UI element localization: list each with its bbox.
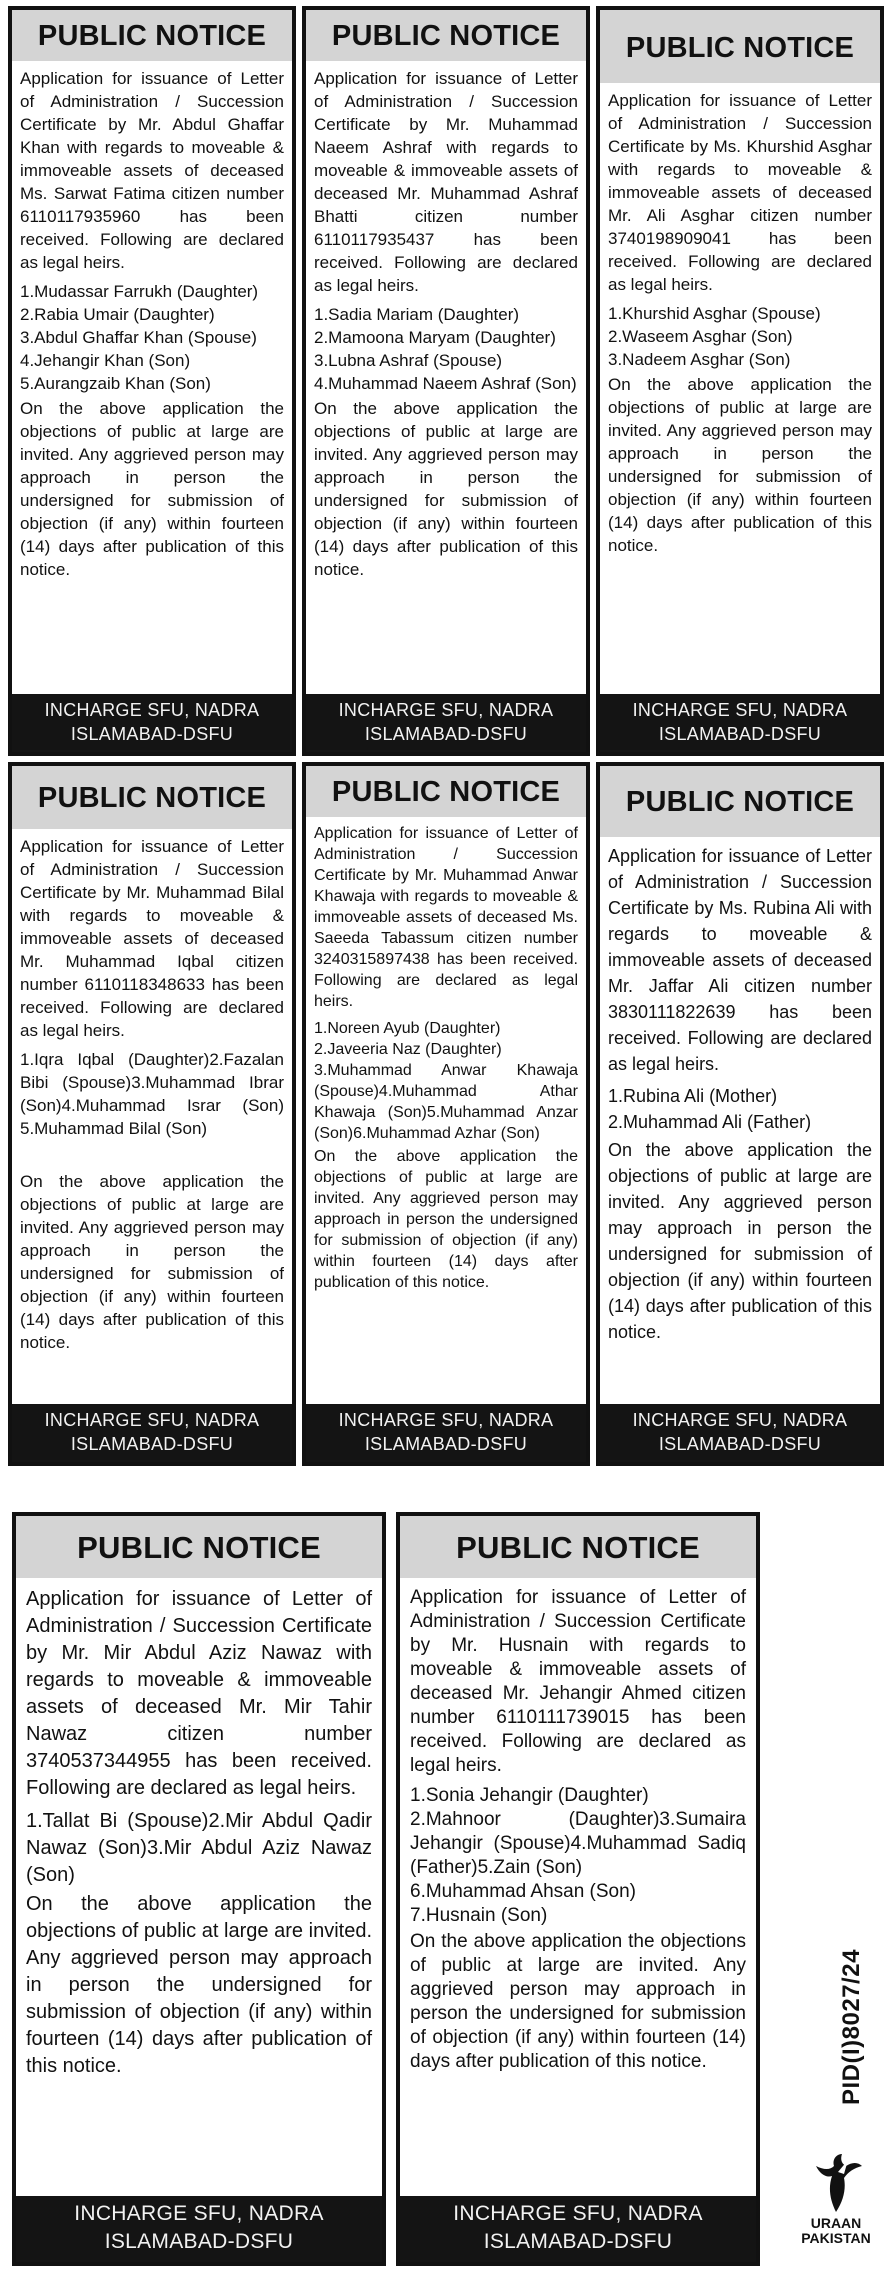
notice-footer bbox=[12, 1404, 292, 1462]
heir-item: 1.Sonia Jehangir (Daughter) bbox=[410, 1785, 649, 1806]
heirs-list bbox=[608, 1083, 872, 1135]
footer-line: INCHARGE SFU, NADRA bbox=[632, 1410, 848, 1430]
uraan-bird-icon bbox=[808, 2152, 864, 2216]
notice-closing: On the above application the objections of public at large are invited. Any aggrieved person may approach in person the undersigned for submission of objection (if any) within fourteen (14) days after publication of this notice. bbox=[410, 1931, 746, 2072]
notice-footer bbox=[12, 694, 292, 752]
heirs-list bbox=[314, 1018, 578, 1144]
heir-item: 1.Iqra Iqbal (Daughter)2.Fazalan Bibi (Spouse)3.Muhammad Ibrar (Son)4.Muhammad Israr (Son) 5.Muhammad Bilal (Son) bbox=[20, 1050, 284, 1138]
heir-item: 1.Noreen Ayub (Daughter) bbox=[314, 1020, 501, 1037]
notice-footer bbox=[600, 694, 880, 752]
notice-body bbox=[12, 829, 292, 1404]
heir-item: 2.Mahnoor (Daughter)3.Sumaira Jehangir (Spouse)4.Muhammad Sadiq (Father)5.Zain (Son) bbox=[410, 1809, 746, 1878]
notice-body bbox=[16, 1578, 382, 2196]
notice-intro: Application for issuance of Letter of Administration / Succession Certificate by Mr. Mir Abdul Aziz Nawaz with regards to moveable & immoveable assets of deceased Mr. Mir Tahir Nawaz citizen number 3740537344955 has been received. Following are declared as legal heirs. bbox=[26, 1588, 372, 1799]
heir-item: 1.Khurshid Asghar (Spouse) bbox=[608, 304, 821, 323]
footer-line: INCHARGE SFU, NADRA bbox=[453, 2202, 703, 2225]
heirs-list bbox=[20, 280, 284, 395]
notice-body bbox=[306, 61, 586, 694]
notice-footer bbox=[400, 2196, 756, 2262]
heir-item: 7.Husnain (Son) bbox=[410, 1905, 548, 1926]
notice-footer bbox=[306, 694, 586, 752]
heir-item: 3.Nadeem Asghar (Son) bbox=[608, 350, 791, 369]
footer-line: ISLAMABAD-DSFU bbox=[70, 1434, 234, 1454]
notice-title: PUBLIC NOTICE bbox=[12, 10, 292, 61]
public-notice-5 bbox=[302, 762, 590, 1466]
heir-item: 3.Abdul Ghaffar Khan (Spouse) bbox=[20, 328, 257, 347]
heir-item: 6.Muhammad Ahsan (Son) bbox=[410, 1881, 637, 1902]
notice-closing: On the above application the objections of public at large are invited. Any aggrieved person may approach in person the undersigned for submission of objection (if any) within fourteen (14) days after publication of this notice. bbox=[26, 1893, 372, 2077]
public-notice-8 bbox=[396, 1512, 760, 2266]
public-notice-6 bbox=[596, 762, 884, 1466]
heirs-list bbox=[314, 303, 578, 395]
public-notice-4 bbox=[8, 762, 296, 1466]
heirs-list bbox=[608, 302, 872, 371]
notice-title: PUBLIC NOTICE bbox=[306, 10, 586, 61]
heir-item: 3.Lubna Ashraf (Spouse) bbox=[314, 351, 503, 370]
heirs-list bbox=[410, 1784, 746, 1928]
notice-title: PUBLIC NOTICE bbox=[600, 10, 880, 83]
notice-title: PUBLIC NOTICE bbox=[400, 1516, 756, 1578]
heir-item: 2.Rabia Umair (Daughter) bbox=[20, 305, 215, 324]
notice-intro: Application for issuance of Letter of Administration / Succession Certificate by Ms. Khurshid Asghar with regards to moveable & immoveable assets of deceased Mr. Ali Asghar citizen number 3740198909041 has been received. Following are declared as legal heirs. bbox=[608, 91, 872, 294]
public-notice-1 bbox=[8, 6, 296, 756]
notice-footer bbox=[306, 1404, 586, 1462]
public-notice-2 bbox=[302, 6, 590, 756]
heirs-list bbox=[26, 1808, 372, 1889]
heir-item: 2.Javeeria Naz (Daughter) bbox=[314, 1041, 502, 1058]
heir-item: 1.Tallat Bi (Spouse)2.Mir Abdul Qadir Nawaz (Son)3.Mir Abdul Aziz Nawaz (Son) bbox=[26, 1810, 372, 1886]
footer-line: INCHARGE SFU, NADRA bbox=[44, 700, 260, 720]
footer-line: INCHARGE SFU, NADRA bbox=[632, 700, 848, 720]
footer-line: ISLAMABAD-DSFU bbox=[364, 724, 528, 744]
footer-line: ISLAMABAD-DSFU bbox=[658, 724, 822, 744]
heir-item: 3.Muhammad Anwar Khawaja (Spouse)4.Muhammad Athar Khawaja (Son)5.Muhammad Anzar (Son)6.Muhammad Azhar (Son) bbox=[314, 1062, 578, 1142]
notice-footer bbox=[600, 1404, 880, 1462]
heir-item: 2.Mamoona Maryam (Daughter) bbox=[314, 328, 556, 347]
notice-closing: On the above application the objections of public at large are invited. Any aggrieved person may approach in person the undersigned for submission of objection (if any) within fourteen (14) days after publication of this notice. bbox=[608, 375, 872, 555]
notice-body bbox=[12, 61, 292, 694]
footer-line: ISLAMABAD-DSFU bbox=[104, 2230, 294, 2253]
heir-item: 2.Waseem Asghar (Son) bbox=[608, 327, 793, 346]
notice-intro: Application for issuance of Letter of Administration / Succession Certificate by Mr. Muhammad Bilal with regards to moveable & immoveable assets of deceased Mr. Muhammad Iqbal citizen number 6110118348633 has been received. Following are declared as legal heirs. bbox=[20, 837, 284, 1040]
footer-line: ISLAMABAD-DSFU bbox=[70, 724, 234, 744]
public-notice-3 bbox=[596, 6, 884, 756]
notice-body bbox=[306, 817, 586, 1404]
notice-closing: On the above application the objections of public at large are invited. Any aggrieved person may approach in person the undersigned for submission of objection (if any) within fourteen (14) days after publication of this notice. bbox=[314, 399, 578, 579]
heir-item: 4.Muhammad Naeem Ashraf (Son) bbox=[314, 374, 577, 393]
footer-line: INCHARGE SFU, NADRA bbox=[44, 1410, 260, 1430]
heir-item: 1.Mudassar Farrukh (Daughter) bbox=[20, 282, 259, 301]
uraan-pakistan-logo bbox=[786, 2152, 886, 2264]
notice-closing: On the above application the objections of public at large are invited. Any aggrieved person may approach in person the undersigned for submission of objection (if any) within fourteen (14) days after publication of this notice. bbox=[314, 1148, 578, 1291]
notice-intro: Application for issuance of Letter of Administration / Succession Certificate by Mr. Husnain with regards to moveable & immoveable assets of deceased Mr. Jehangir Ahmed citizen number 6110111739015 has been received. Following are declared as legal heirs. bbox=[410, 1587, 746, 1776]
notice-title: PUBLIC NOTICE bbox=[306, 766, 586, 817]
footer-line: INCHARGE SFU, NADRA bbox=[338, 1410, 554, 1430]
notice-intro: Application for issuance of Letter of Administration / Succession Certificate by Ms. Rubina Ali with regards to moveable & immoveable assets of deceased Mr. Jaffar Ali citizen number 3830111822639 has been received. Following are declared as legal heirs. bbox=[608, 846, 872, 1074]
footer-line: ISLAMABAD-DSFU bbox=[364, 1434, 528, 1454]
public-notice-7 bbox=[12, 1512, 386, 2266]
notice-title: PUBLIC NOTICE bbox=[16, 1516, 382, 1578]
logo-line-pakistan: PAKISTAN bbox=[801, 2230, 871, 2246]
logo-line-uraan: URAAN bbox=[810, 2215, 862, 2231]
notice-closing: On the above application the objections of public at large are invited. Any aggrieved person may approach in person the undersigned for submission of objection (if any) within fourteen (14) days after publication of this notice. bbox=[20, 399, 284, 579]
heir-item: 4.Jehangir Khan (Son) bbox=[20, 351, 191, 370]
footer-line: INCHARGE SFU, NADRA bbox=[74, 2202, 324, 2225]
notice-body bbox=[600, 837, 880, 1404]
notice-closing: On the above application the objections of public at large are invited. Any aggrieved person may approach in person the undersigned for submission of objection (if any) within fourteen (14) days after publication of this notice. bbox=[20, 1172, 284, 1352]
notice-intro: Application for issuance of Letter of Administration / Succession Certificate by Mr. Abdul Ghaffar Khan with regards to moveable & immoveable assets of deceased Ms. Sarwat Fatima citizen number 6110117935960 has been received. Following are declared as legal heirs. bbox=[20, 69, 284, 272]
notice-body bbox=[400, 1578, 756, 2196]
heir-item: 5.Aurangzaib Khan (Son) bbox=[20, 374, 211, 393]
heir-item: 2.Muhammad Ali (Father) bbox=[608, 1112, 812, 1132]
notice-title: PUBLIC NOTICE bbox=[12, 766, 292, 829]
notice-title: PUBLIC NOTICE bbox=[600, 766, 880, 837]
notice-closing: On the above application the objections of public at large are invited. Any aggrieved person may approach in person the undersigned for submission of objection (if any) within fourteen (14) days after publication of this notice. bbox=[608, 1140, 872, 1342]
notice-intro: Application for issuance of Letter of Administration / Succession Certificate by Mr. Muhammad Anwar Khawaja with regards to moveable & immoveable assets of deceased Ms. Saeeda Tabassum citizen number 3240315897438 has been received. Following are declared as legal heirs. bbox=[314, 825, 578, 1010]
footer-line: INCHARGE SFU, NADRA bbox=[338, 700, 554, 720]
notice-body bbox=[600, 83, 880, 694]
heir-item: 1.Sadia Mariam (Daughter) bbox=[314, 305, 520, 324]
heir-item: 1.Rubina Ali (Mother) bbox=[608, 1086, 778, 1106]
footer-line: ISLAMABAD-DSFU bbox=[483, 2230, 673, 2253]
footer-line: ISLAMABAD-DSFU bbox=[658, 1434, 822, 1454]
notice-footer bbox=[16, 2196, 382, 2262]
notice-intro: Application for issuance of Letter of Administration / Succession Certificate by Mr. Muhammad Naeem Ashraf with regards to moveable & immoveable assets of deceased Mr. Muhammad Ashraf Bhatti citizen number 6110117935437 has been received. Following are declared as legal heirs. bbox=[314, 69, 578, 295]
heirs-list bbox=[20, 1048, 284, 1140]
pid-code: PID(I)8027/24 bbox=[838, 1949, 865, 2105]
